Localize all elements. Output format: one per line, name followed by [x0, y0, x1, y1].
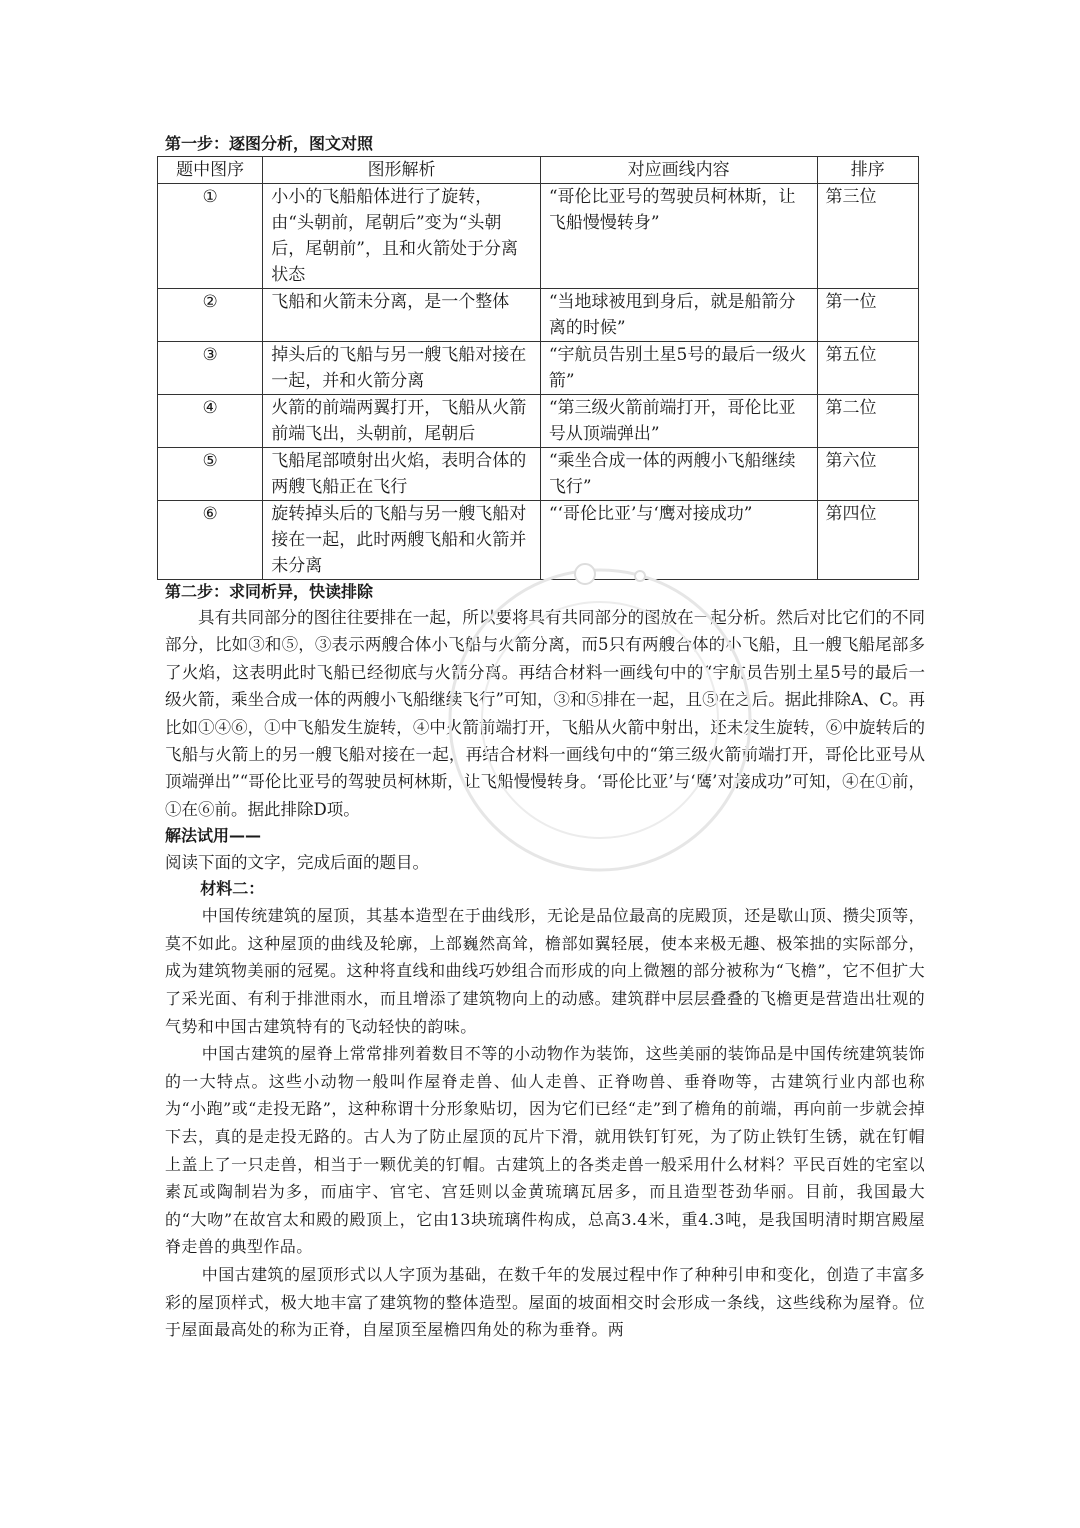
table-row [158, 289, 919, 342]
cell-content: “第三级火箭前端打开，哥伦比亚号从顶端弹出” [540, 395, 817, 448]
cell-index: ③ [158, 342, 263, 395]
cell-order: 第五位 [817, 342, 919, 395]
table-row [158, 501, 919, 580]
material2-paragraph-2: 中国古建筑的屋脊上常常排列着数目不等的小动物作为装饰，这些美丽的装饰品是中国传统建筑装饰的一大特点。这些小动物一般叫作屋脊走兽、仙人走兽、正脊吻兽、垂脊吻等，古建筑行业内部也称为“小跑”或“走投无路”，这种称谓十分形象贴切，因为它们已经“走”到了檐角的前端，再向前一步就会掉下去，真的是走投无路的。古人为了防止屋顶的瓦片下滑，就用铁钉钉死，为了防止铁钉生锈，就在钉帽上盖上了一只走兽，相当于一颗优美的钉帽。古建筑上的各类走兽一般采用什么材料？平民百姓的宅室以素瓦或陶制岩为多，而庙宇、官宅、宫廷则以金黄琉璃瓦居多，而且造型苍劲华丽。目前，我国最大的“大吻”在故宫太和殿的殿顶上，它由13块琉璃件构成，总高3.4米，重4.3吨，是我国明清时期宫殿屋脊走兽的典型作品。 [165, 1044, 925, 1257]
material2-paragraph-3: 中国古建筑的屋顶形式以人字顶为基础，在数千年的发展过程中作了种种引申和变化，创造了丰富多彩的屋顶样式，极大地丰富了建筑物的整体造型。屋面的坡面相交时会形成一条线，这些线称为屋脊。位于屋面最高处的称为正脊，自屋顶至屋檐四角处的称为垂脊。两 [165, 1264, 925, 1340]
table-row [158, 448, 919, 501]
cell-analysis: 旋转掉头后的飞船与另一艘飞船对接在一起，此时两艘飞船和火箭并未分离 [263, 501, 541, 580]
cell-index: ⑥ [158, 501, 263, 580]
cell-index: ① [158, 184, 263, 289]
cell-index: ⑤ [158, 448, 263, 501]
column-header-order: 排序 [817, 157, 919, 184]
cell-content: “‘哥伦比亚’与‘鹰对接成功” [540, 501, 817, 580]
column-header-index: 题中图序 [158, 157, 263, 184]
cell-order: 第三位 [817, 184, 919, 289]
cell-content: “当地球被甩到身后，就是船箭分离的时候” [540, 289, 817, 342]
method-heading: 解法试用—— [165, 826, 262, 846]
analysis-table [157, 156, 919, 580]
table-row [158, 395, 919, 448]
cell-index: ② [158, 289, 263, 342]
material2-label: 材料二： [200, 879, 265, 899]
step2-heading: 第二步：求同析异，快读排除 [165, 582, 374, 601]
method-instruction: 阅读下面的文字，完成后面的题目。 [165, 853, 429, 873]
cell-content: “乘坐合成一体的两艘小飞船继续飞行” [540, 448, 817, 501]
column-header-content: 对应画线内容 [540, 157, 817, 184]
cell-analysis: 掉头后的飞船与另一艘飞船对接在一起，并和火箭分离 [263, 342, 541, 395]
cell-order: 第四位 [817, 501, 919, 580]
step2-paragraph: 具有共同部分的图往往要排在一起，所以要将具有共同部分的图放在一起分析。然后对比它们的不同部分，比如③和⑤，③表示两艘合体小飞船与火箭分离，而5只有两艘合体的小飞船，且一艘飞船尾部多了火焰，这表明此时飞船已经彻底与火箭分离。再结合材料一画线句中的“宇航员告别土星5号的最后一级火箭，乘坐合成一体的两艘小飞船继续飞行”可知，③和⑤排在一起，且⑤在之后。据此排除A、C。再比如①④⑥，①中飞船发生旋转，④中火箭前端打开，飞船从火箭中射出，还未发生旋转，⑥中旋转后的飞船与火箭上的另一艘飞船对接在一起，再结合材料一画线句中的“第三级火箭前端打开，哥伦比亚号从顶端弹出”“哥伦比亚号的驾驶员柯林斯，让飞船慢慢转身。‘哥伦比亚’与‘鹰’对接成功”可知，④在①前，①在⑥前。据此排除D项。 [165, 608, 925, 819]
material2-paragraph-1: 中国传统建筑的屋顶，其基本造型在于曲线形，无论是品位最高的庑殿顶，还是歇山顶、攒尖顶等，莫不如此。这种屋顶的曲线及轮廓，上部巍然高耸，檐部如翼轻展，使本来极无趣、极笨拙的实际部分，成为建筑物美丽的冠冕。这种将直线和曲线巧妙组合而形成的向上微翘的部分被称为“飞檐”，它不但扩大了采光面、有利于排泄雨水，而且增添了建筑物向上的动感。建筑群中层层叠叠的飞檐更是营造出壮观的气势和中国古建筑特有的飞动轻快的韵味。 [165, 906, 925, 1036]
cell-content: “宇航员告别土星5号的最后一级火箭” [540, 342, 817, 395]
column-header-analysis: 图形解析 [263, 157, 541, 184]
step1-heading: 第一步：逐图分析，图文对照 [165, 134, 374, 153]
cell-order: 第二位 [817, 395, 919, 448]
cell-order: 第六位 [817, 448, 919, 501]
cell-analysis: 火箭的前端两翼打开，飞船从火箭前端飞出，头朝前，尾朝后 [263, 395, 541, 448]
table-row [158, 342, 919, 395]
document-page [165, 132, 925, 1344]
cell-analysis: 小小的飞船船体进行了旋转，由“头朝前，尾朝后”变为“头朝后，尾朝前”，且和火箭处于分离状态 [263, 184, 541, 289]
cell-analysis: 飞船尾部喷射出火焰，表明合体的两艘飞船正在飞行 [263, 448, 541, 501]
cell-content: “哥伦比亚号的驾驶员柯林斯，让飞船慢慢转身” [540, 184, 817, 289]
table-row [158, 184, 919, 289]
table-header-row [158, 157, 919, 184]
cell-analysis: 飞船和火箭未分离，是一个整体 [263, 289, 541, 342]
cell-order: 第一位 [817, 289, 919, 342]
cell-index: ④ [158, 395, 263, 448]
